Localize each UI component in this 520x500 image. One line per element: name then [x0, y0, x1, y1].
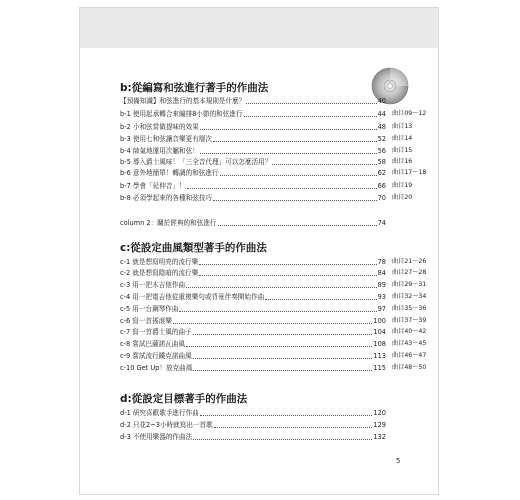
toc-entry[interactable]: [120, 257, 386, 267]
toc-entry[interactable]: [120, 218, 386, 228]
cd-track-ref: 曲目46～47: [392, 352, 427, 359]
cd-track-ref: 曲目15: [392, 147, 413, 154]
dot-leader: [213, 200, 377, 201]
toc-entry[interactable]: [120, 339, 386, 349]
toc-entry-title: b-4 帥氣地運用次屬和弦！: [120, 147, 199, 155]
toc-entry-title: c-9 嘗試流行鐵克諾曲風: [120, 352, 192, 360]
dot-leader: [244, 116, 377, 117]
cd-track-ref: 曲目20: [392, 194, 413, 201]
dot-leader: [186, 346, 372, 347]
toc-entry[interactable]: [120, 193, 386, 203]
cd-track-ref: 曲目16: [392, 158, 413, 165]
toc-entry-title: c-8 嘗試巴薩諾瓦曲風: [120, 340, 186, 348]
page-number: 5: [396, 457, 401, 465]
dot-leader: [246, 103, 376, 104]
section-title: b:從編寫和弦進行著手的作曲法: [120, 82, 269, 94]
toc-entry-title: c-3 用一把木吉他作曲: [120, 281, 186, 289]
toc-entry-page: 97: [377, 305, 386, 313]
toc-entry-title: column 2：關於經典的和弦進行: [120, 219, 217, 227]
dot-leader: [200, 129, 377, 130]
toc-entry[interactable]: [120, 292, 386, 302]
toc-entry-page: 89: [377, 281, 386, 289]
toc-entry-page: 100: [373, 317, 386, 325]
toc-entry-page: 74: [377, 219, 386, 227]
dot-leader: [193, 358, 373, 359]
toc-entry-title: d-2 只花2~3小時就寫出一首歌: [120, 421, 213, 429]
toc-entry-title: c-4 用一把電吉他從重複樂句或背景伴奏開始作曲: [120, 293, 265, 301]
toc-entry[interactable]: [120, 134, 386, 144]
page-header-band: [80, 8, 438, 48]
toc-entry-page: 40: [377, 97, 386, 105]
section-title: c:從設定曲風類型著手的作曲法: [120, 242, 267, 254]
toc-entry-title: b-7 學會「延伸音」！: [120, 182, 186, 190]
toc-entry-title: c-5 用一台鋼琴作曲: [120, 305, 179, 313]
cd-track-ref: 曲目29～31: [392, 281, 427, 288]
toc-entry[interactable]: [120, 168, 386, 178]
toc-entry-page: 62: [377, 169, 386, 177]
toc-entry-title: b-3 使用七和弦讓音樂更有層次: [120, 135, 212, 143]
cd-track-ref: 曲目43～45: [392, 340, 427, 347]
dot-leader: [220, 175, 377, 176]
toc-entry[interactable]: [120, 280, 386, 290]
toc-entry[interactable]: [120, 109, 386, 119]
dot-leader: [218, 225, 377, 226]
cd-track-ref: 曲目32～34: [392, 293, 427, 300]
section-title: d:從設定目標著手的作曲法: [120, 393, 248, 405]
toc-entry[interactable]: [120, 327, 386, 337]
toc-entry-page: 84: [377, 269, 386, 277]
toc-entry-title: b-6 意外地簡單！轉調的和弦進行: [120, 169, 219, 177]
toc-entry[interactable]: [120, 96, 386, 106]
toc-entry-title: 【預備知識】和弦進行的基本規則是什麼？: [120, 97, 246, 105]
toc-entry-page: 66: [377, 182, 386, 190]
toc-entry-page: 129: [373, 421, 386, 429]
toc-entry-page: 56: [377, 147, 386, 155]
toc-entry-title: b-8 必須學起來的各種和弦技巧: [120, 194, 212, 202]
dot-leader: [199, 275, 376, 276]
toc-entry[interactable]: [120, 420, 386, 430]
cd-track-ref: 曲目37～39: [392, 317, 427, 324]
toc-entry-title: d-3 不使用樂器的作曲法: [120, 433, 193, 441]
toc-entry-page: 58: [377, 158, 386, 166]
toc-entry-page: 132: [373, 433, 386, 441]
dot-leader: [199, 264, 376, 265]
toc-entry-page: 48: [377, 123, 386, 131]
toc-entry-page: 70: [377, 194, 386, 202]
cd-track-ref: 曲目40～42: [392, 328, 427, 335]
dot-leader: [193, 370, 372, 371]
toc-entry-title: c-10 Get Up！放克曲風: [120, 364, 193, 372]
dot-leader: [187, 188, 377, 189]
toc-entry[interactable]: [120, 432, 386, 442]
toc-entry-page: 52: [377, 135, 386, 143]
dot-leader: [265, 299, 376, 300]
toc-entry[interactable]: [120, 351, 386, 361]
toc-entry-page: 120: [373, 409, 386, 417]
toc-entry[interactable]: [120, 181, 386, 191]
cd-track-ref: 曲目09～12: [392, 110, 427, 117]
toc-entry-title: c-7 寫一首爵士風的曲子: [120, 328, 192, 336]
dot-leader: [213, 141, 377, 142]
cd-track-ref: 曲目17～18: [392, 169, 427, 176]
dot-leader: [200, 415, 373, 416]
cd-track-ref: 曲目35～36: [392, 305, 427, 312]
toc-entry-page: 44: [377, 110, 386, 118]
dot-leader: [200, 153, 377, 154]
cd-track-ref: 曲目13: [392, 123, 413, 130]
toc-entry-title: c-1 就是想寫明亮的流行樂: [120, 258, 199, 266]
toc-entry-page: 104: [373, 328, 386, 336]
toc-entry-page: 115: [373, 364, 386, 372]
dot-leader: [193, 334, 373, 335]
toc-entry-title: c-2 就是想寫陰暗的流行樂: [120, 269, 199, 277]
toc-entry-title: b-1 使用起承轉合來編排8小節的和弦進行: [120, 110, 243, 118]
toc-entry[interactable]: [120, 408, 386, 418]
dot-leader: [214, 427, 373, 428]
toc-entry-title: c-6 寫一首搖滾樂: [120, 317, 172, 325]
dot-leader: [179, 311, 376, 312]
toc-entry-title: b-5 導入爵士風味！「三全音代理」可以怎麼活用？: [120, 158, 272, 166]
book-page: [80, 8, 438, 494]
cd-track-ref: 曲目21～26: [392, 258, 427, 265]
toc-entry[interactable]: [120, 363, 386, 373]
toc-entry[interactable]: [120, 316, 386, 326]
dot-leader: [186, 287, 377, 288]
dot-leader: [173, 323, 373, 324]
toc-entry[interactable]: [120, 146, 386, 156]
toc-entry-page: 78: [377, 258, 386, 266]
toc-entry-title: b-2 小和弦當做提味的效果: [120, 123, 199, 131]
toc-entry-page: 113: [373, 352, 386, 360]
toc-entry[interactable]: [120, 122, 386, 132]
toc-entry-page: 108: [373, 340, 386, 348]
toc-entry-title: d-1 研究喜歡歌手進行作曲: [120, 409, 199, 417]
cd-track-ref: 曲目27～28: [392, 269, 427, 276]
cd-track-ref: 曲目48～50: [392, 364, 427, 371]
dot-leader: [272, 164, 376, 165]
toc-entry-page: 93: [377, 293, 386, 301]
toc-entry[interactable]: [120, 157, 386, 167]
cd-track-ref: 曲目14: [392, 135, 413, 142]
toc-entry[interactable]: [120, 304, 386, 314]
toc-entry[interactable]: [120, 268, 386, 278]
dot-leader: [193, 439, 372, 440]
cd-track-ref: 曲目19: [392, 182, 413, 189]
